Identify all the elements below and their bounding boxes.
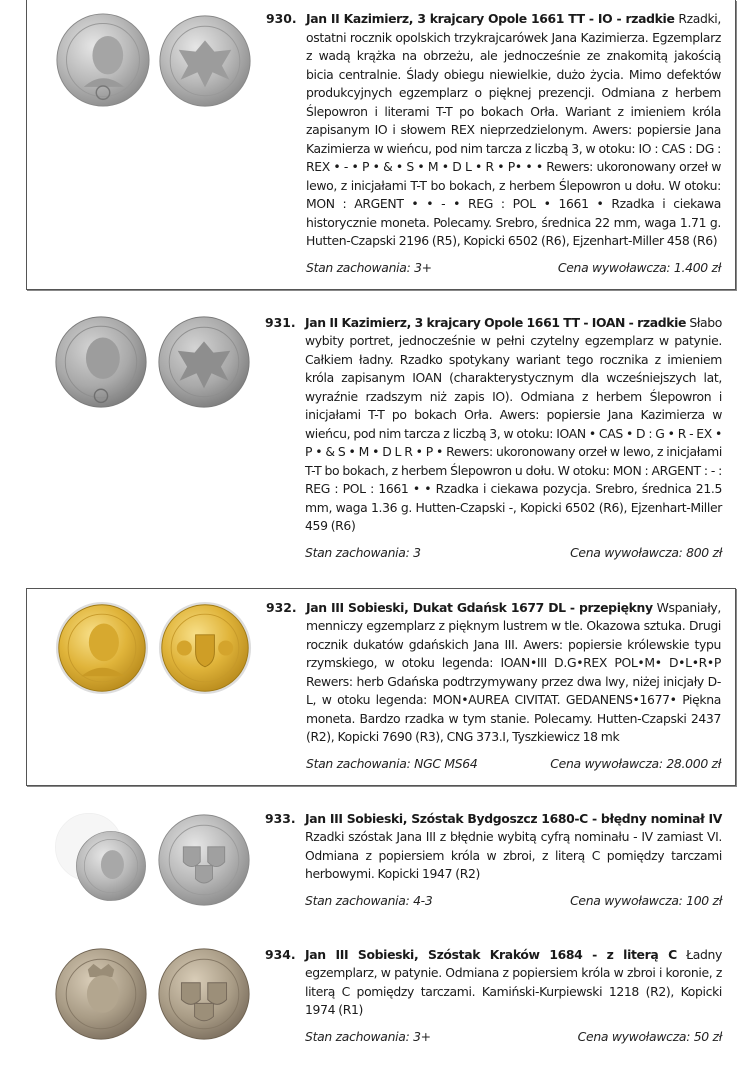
condition [306, 755, 477, 773]
lot-934 [26, 936, 736, 1058]
coin-images [50, 810, 263, 910]
coin-obverse-image[interactable] [54, 314, 148, 410]
coin-reverse-image[interactable] [157, 947, 251, 1041]
lot-description [306, 599, 721, 747]
price-value: 28.000 zł [666, 755, 721, 771]
price-label: Cena wywoławcza: [577, 1028, 691, 1044]
lot-text: Rzadki szóstak Jana III z błędnie wybitą cyfrą nominału - IV zamiast VI. Odmiana z popiersiem króla w zbroi, z literą C pomiędzy tarczami herbowymi. Kopicki 1947 (R2) [305, 829, 722, 881]
lot-931 [26, 304, 736, 574]
coin-obverse-image[interactable] [54, 946, 148, 1042]
condition-value: 3 [413, 544, 421, 560]
price [570, 544, 722, 562]
lot-930 [26, 0, 736, 290]
lot-description [305, 810, 722, 884]
lot-title: Jan III Sobieski, Dukat Gdańsk 1677 DL - przepiękny [306, 599, 653, 615]
lot-text: Ładny egzemplarz, w patynie. Odmiana z popiersiem króla w zbroi i koronie, z literą C pomiędzy tarczami. Kamiński-Kurpiewski 1218 (R2), Kopicki 1974 (R1) [305, 946, 722, 1017]
condition-label: Stan zachowania: [305, 1028, 410, 1044]
coin-reverse-image[interactable] [158, 14, 252, 108]
coin-reverse-image[interactable] [157, 315, 251, 409]
lot-footer [306, 259, 721, 277]
coin-images [50, 314, 263, 414]
spacer [0, 574, 754, 588]
condition-label: Stan zachowania: [305, 544, 410, 560]
lot-content [305, 314, 722, 562]
coin-reverse-image[interactable] [157, 813, 251, 907]
condition [306, 259, 432, 277]
price [578, 1028, 722, 1046]
coin-images [51, 599, 264, 699]
lot-text: Rzadki, ostatni rocznik opolskich trzykrajcarówek Jana Kazimierza. Egzemplarz z wadą krążka na obrzeżu, ale jednocześnie ze znakomitą jakością bicia centralnie. Ślady obiegu niewielkie, dużo życia. Mimo defektów produkcyjnych egzemplarz o pięknej prezencji. Odmiana z herbem Ślepowron i literami T-T po bokach Orła. Wariant z imieniem króla zapisanym IO i słowem REX nieprzedzielonym. Awers: popiersie Jana Kazimierza w wieńcu, pod nim tarcza z liczbą 3, w otoku: IO : CAS : DG : REX • - • P • & • S • M • D L • R • P• • • Rewers: ukoronowany orzeł w lewo, z inicjałami T-T bo bokach, z herbem Ślepowron u dołu. W otoku: MON : ARGENT • • - • REG : POL • 1661 • Rzadka i ciekawa historycznie moneta. Polecamy. Srebro, średnica 22 mm, waga 1.71 g. Hutten-Czapski 2196 (R5), Kopicki 6502 (R6), Ejzenhart-Miller 458 (R6) [306, 11, 721, 248]
lot-content [305, 810, 722, 910]
spacer [0, 786, 754, 800]
condition-value: 4-3 [413, 892, 433, 908]
price-label: Cena wywoławcza: [557, 259, 671, 275]
lot-number: 930. [266, 11, 297, 26]
lot-description [306, 10, 721, 251]
spacer [0, 922, 754, 936]
condition-label: Stan zachowania: [306, 755, 411, 771]
price-value: 100 zł [686, 892, 722, 908]
lot-number: 934. [265, 946, 296, 962]
lot-number: 931. [265, 314, 296, 330]
condition-label: Stan zachowania: [305, 892, 410, 908]
lot-number: 932. [266, 599, 297, 615]
price-label: Cena wywoławcza: [570, 544, 683, 560]
price-label: Cena wywoławcza: [550, 755, 663, 771]
lot-text: Słabo wybity portret, jednocześnie w pełni czytelny egzemplarz w patynie. Całkiem ładny. Rzadko spotykany wariant tego rocznika z imieniem króla zapisanym IOAN (charakterystycznym dla wcześniejszych lat, wyraźnie rzadszym niż zapis IO). Odmiana z herbem Ślepowron i inicjałami T-T po bokach Orła. Awers: popiersie Jana Kazimierza w wieńcu, pod nim tarcza z liczbą 3, w otoku: IOAN • CAS • D : G • R - EX • P • & S • M • D L R • P • Rewers: ukoronowany orzeł w lewo, z inicjałami T-T bo bokach, z herbem Ślepowron u dołu. W otoku: MON : ARGENT : - : REG : POL : 1661 • • Rzadka i ciekawa pozycja. Srebro, średnica 21.5 mm, waga 1.36 g. Hutten-Czapski -, Kopicki 6502 (R6), Ejzenhart-Miller 459 (R6) [305, 314, 722, 533]
lot-title: Jan III Sobieski, Szóstak Kraków 1684 - z literą C [305, 946, 677, 962]
condition-value: 3+ [414, 259, 432, 275]
lot-number: 933. [265, 810, 296, 826]
coin-images [51, 10, 264, 110]
condition [305, 1028, 431, 1046]
lot-title: Jan II Kazimierz, 3 krajcary Opole 1661 TT - IO - rzadkie [306, 11, 675, 26]
price-value: 50 zł [693, 1028, 722, 1044]
price-value: 800 zł [686, 544, 722, 560]
coin-reverse-image[interactable] [158, 601, 252, 695]
lot-description [305, 946, 722, 1020]
lot-content [306, 599, 721, 773]
lot-footer [305, 892, 722, 910]
lot-content [305, 946, 722, 1046]
lot-title: Jan III Sobieski, Szóstak Bydgoszcz 1680-C - błędny nominał IV [305, 810, 722, 826]
price [550, 755, 721, 773]
coin-obverse-image[interactable] [55, 601, 149, 695]
condition [305, 544, 421, 562]
lot-footer [305, 1028, 722, 1046]
lot-933 [26, 800, 736, 922]
coin-obverse-image[interactable] [75, 830, 147, 902]
price [558, 259, 721, 277]
condition-value: NGC MS64 [414, 755, 478, 771]
lot-text: Wspaniały, menniczy egzemplarz z pięknym lustrem w tle. Okazowa sztuka. Drugi rocznik dukatów gdańskich Jana III. Awers: popiersie królewskie typu rzymskiego, w otoku legenda: IOAN•III D.G•REX POL•M• D•L•R•P Rewers: herb Gdańska podtrzymywany przez dwa lwy, niżej inicjały D-L, w otoku legenda: MON•AUREA CIVITAT. GEDANENS•1677• Piękna moneta. Bardzo rzadka w tym stanie. Polecamy. Hutten-Czapski 2437 (R2), Kopicki 7690 (R3), CNG 373.I, Tyszkiewicz 18 mk [306, 599, 721, 744]
price-label: Cena wywoławcza: [570, 892, 683, 908]
condition-label: Stan zachowania: [306, 259, 411, 275]
lot-title: Jan II Kazimierz, 3 krajcary Opole 1661 TT - IOAN - rzadkie [305, 314, 687, 330]
spacer [0, 290, 754, 304]
condition [305, 892, 432, 910]
lot-footer [306, 755, 721, 773]
condition-value: 3+ [413, 1028, 431, 1044]
lot-932 [26, 588, 736, 786]
lot-description [305, 314, 722, 536]
price-value: 1.400 zł [673, 259, 721, 275]
price [570, 892, 722, 910]
coin-obverse-image[interactable] [55, 12, 151, 108]
lot-footer [305, 544, 722, 562]
lot-content [306, 10, 721, 277]
coin-images [50, 946, 263, 1046]
